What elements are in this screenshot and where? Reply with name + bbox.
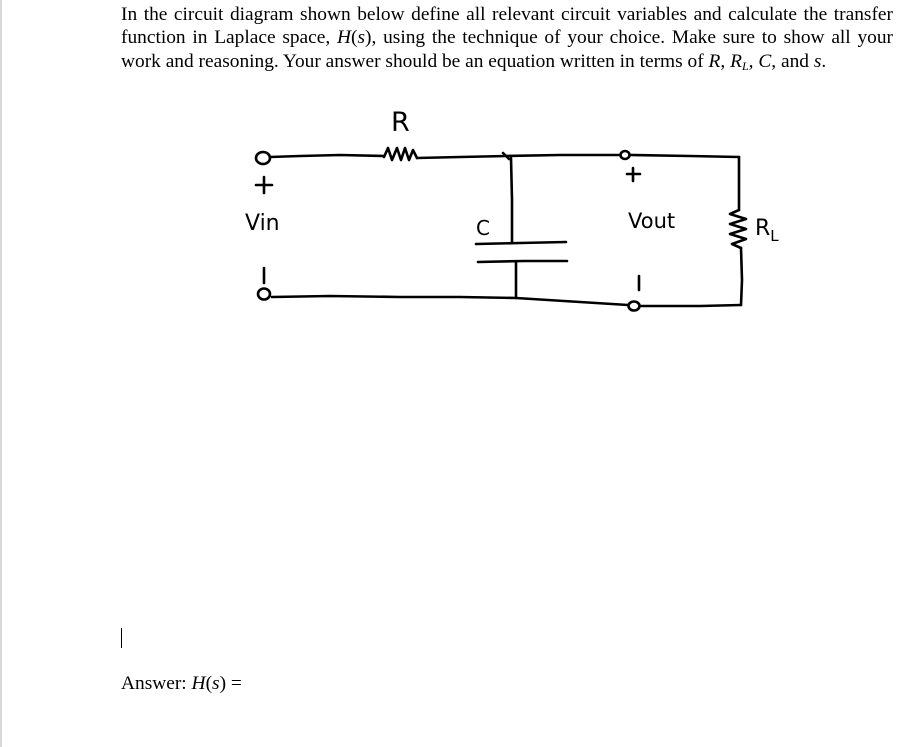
answer-line[interactable] (121, 671, 242, 697)
math-paren: ) (219, 673, 227, 694)
vout-plus-sign (627, 168, 640, 181)
wire-top-right-b (630, 155, 739, 157)
capacitor-plate-top (476, 242, 566, 244)
label-rl-sub: L (770, 227, 779, 245)
math-equals: = (226, 673, 242, 694)
resistor-rl (730, 210, 746, 248)
terminal-vout-minus (629, 302, 640, 311)
terminal-vin-minus (258, 289, 270, 300)
math-s: s (357, 27, 366, 49)
question-part: , using the technique of your choice. Make sure to show all your work and reasoning. Your answer should be an equation written in terms of (121, 27, 893, 72)
math-h: H (336, 27, 351, 49)
math-s: s (813, 50, 822, 72)
capacitor-plate-bottom (478, 261, 567, 262)
question-part: In the circuit diagram shown below define all relevant circuit variables and calculate the transfer function in Laplace space, (121, 4, 893, 49)
capacitor-lead-top (511, 158, 512, 243)
math-s: s (212, 673, 220, 694)
label-vout: Vout (628, 209, 676, 233)
text-cursor[interactable] (121, 628, 122, 648)
resistor-r (384, 148, 417, 160)
wire-top-mid (417, 156, 507, 158)
label-r: R (391, 107, 410, 138)
math-paren: ) (365, 27, 372, 49)
math-r: R (708, 50, 721, 72)
label-c: C (476, 216, 490, 240)
label-vin: Vin (245, 211, 280, 236)
label-rl-main: R (755, 216, 771, 241)
vin-plus-sign (256, 177, 272, 193)
answer-label: Answer: (121, 673, 192, 694)
wire-top-left (270, 155, 384, 157)
wire-bottom-left (272, 296, 516, 298)
wire-top-right-a (507, 155, 620, 156)
terminal-vin-plus (256, 152, 270, 164)
math-paren: ( (205, 673, 213, 694)
label-rl (755, 216, 779, 245)
question-end: . (821, 50, 827, 72)
terminal-vout-plus (621, 151, 630, 159)
math-sep: , (720, 50, 731, 72)
math-sep: , and (771, 50, 814, 72)
math-paren: ( (351, 27, 358, 49)
math-rl-subscript: L (741, 58, 749, 73)
wire-bottom-rl (640, 305, 741, 306)
math-sep: , (748, 50, 759, 72)
math-rl: R (730, 50, 742, 72)
wire-rl-bottom (741, 248, 742, 305)
math-h: H (191, 673, 206, 694)
wire-bottom-right (516, 298, 628, 305)
math-c: C (758, 50, 772, 72)
